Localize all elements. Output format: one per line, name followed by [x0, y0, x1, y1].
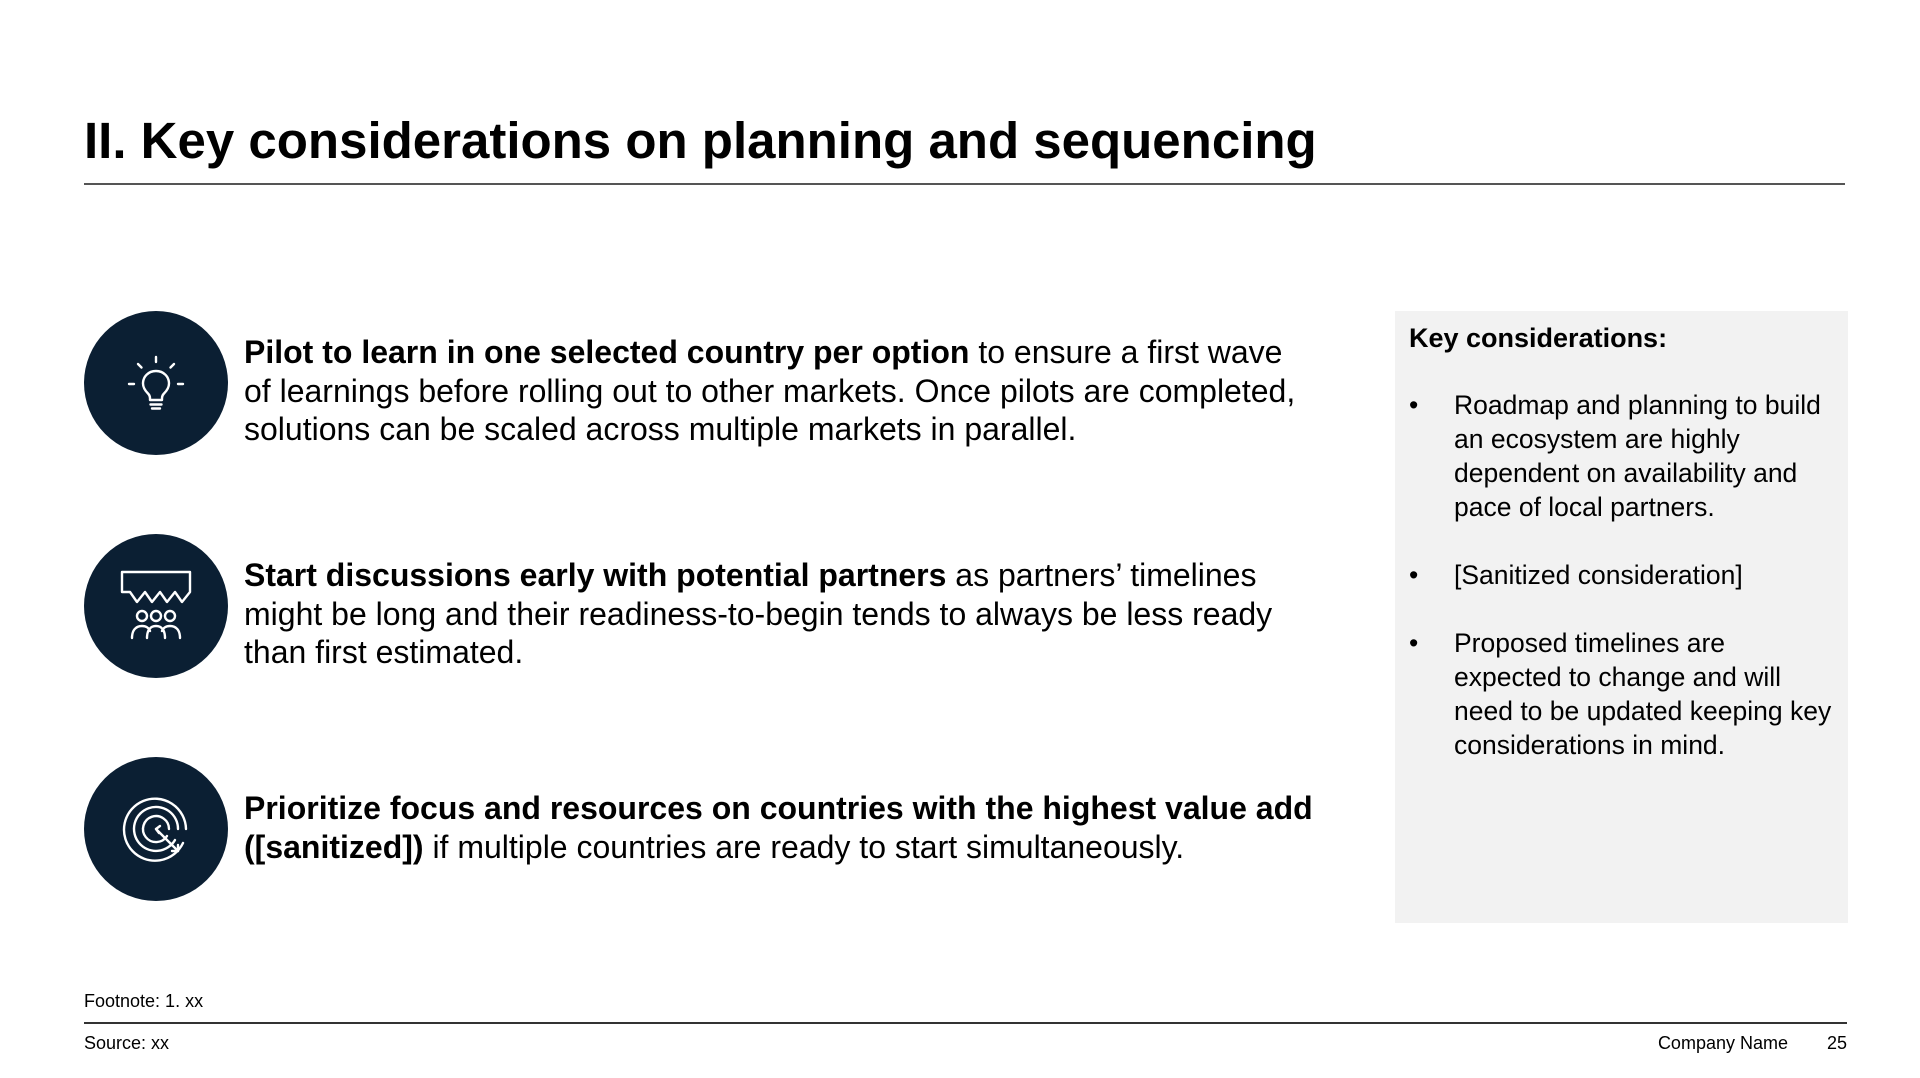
consideration-detail: as partners’ timelines might be long and their readiness-to-begin tends to always be less ready than first estimated. [244, 557, 1273, 670]
panel-heading: Key considerations: [1409, 323, 1668, 353]
page-title: II. Key considerations on planning and sequencing [84, 112, 1317, 169]
meeting-icon [120, 570, 192, 642]
consideration-text [244, 556, 1314, 672]
title-divider [84, 183, 1845, 185]
bullet-icon: • [1409, 390, 1419, 420]
company-name: Company Name [1657, 1033, 1788, 1053]
footnote: Footnote: 1. xx [84, 991, 204, 1011]
consideration-text [244, 333, 1314, 449]
consideration-point-2 [84, 534, 1314, 678]
page-number: 25 [1826, 1033, 1847, 1053]
bullet-icon: • [1409, 560, 1419, 590]
list-item-text: Proposed timelines are expected to change and will need to be updated keeping key considerations in mind. [1454, 628, 1832, 760]
bullet-icon: • [1409, 628, 1419, 658]
consideration-emphasis: Prioritize focus and resources on countries with the highest value add ([sanitized]) [244, 790, 1313, 865]
consideration-detail: if multiple countries are ready to start simultaneously. [423, 828, 1185, 865]
consideration-emphasis: Start discussions early with potential partners [244, 557, 947, 593]
key-considerations-panel [1395, 311, 1848, 923]
consideration-detail: to ensure a first wave of learnings before rolling out to other markets. Once pilots are completed, solutions can be scaled across multiple markets in parallel. [244, 334, 1296, 447]
consideration-point-1 [84, 311, 1314, 455]
considerations-list [1409, 388, 1839, 796]
footer-divider [84, 1022, 1847, 1024]
source-note: Source: xx [84, 1033, 170, 1053]
list-item [1409, 626, 1839, 762]
icon-circle [84, 757, 228, 901]
list-item-text: Roadmap and planning to build an ecosystem are highly dependent on availability and pace of local partners. [1454, 390, 1821, 522]
lightbulb-icon [120, 347, 192, 419]
list-item-text: [Sanitized consideration] [1454, 560, 1743, 590]
target-icon [120, 793, 192, 865]
consideration-point-3 [84, 757, 1314, 901]
icon-circle [84, 311, 228, 455]
icon-circle [84, 534, 228, 678]
consideration-emphasis: Pilot to learn in one selected country per option [244, 334, 970, 370]
list-item [1409, 558, 1839, 592]
list-item [1409, 388, 1839, 524]
consideration-text [244, 789, 1314, 866]
